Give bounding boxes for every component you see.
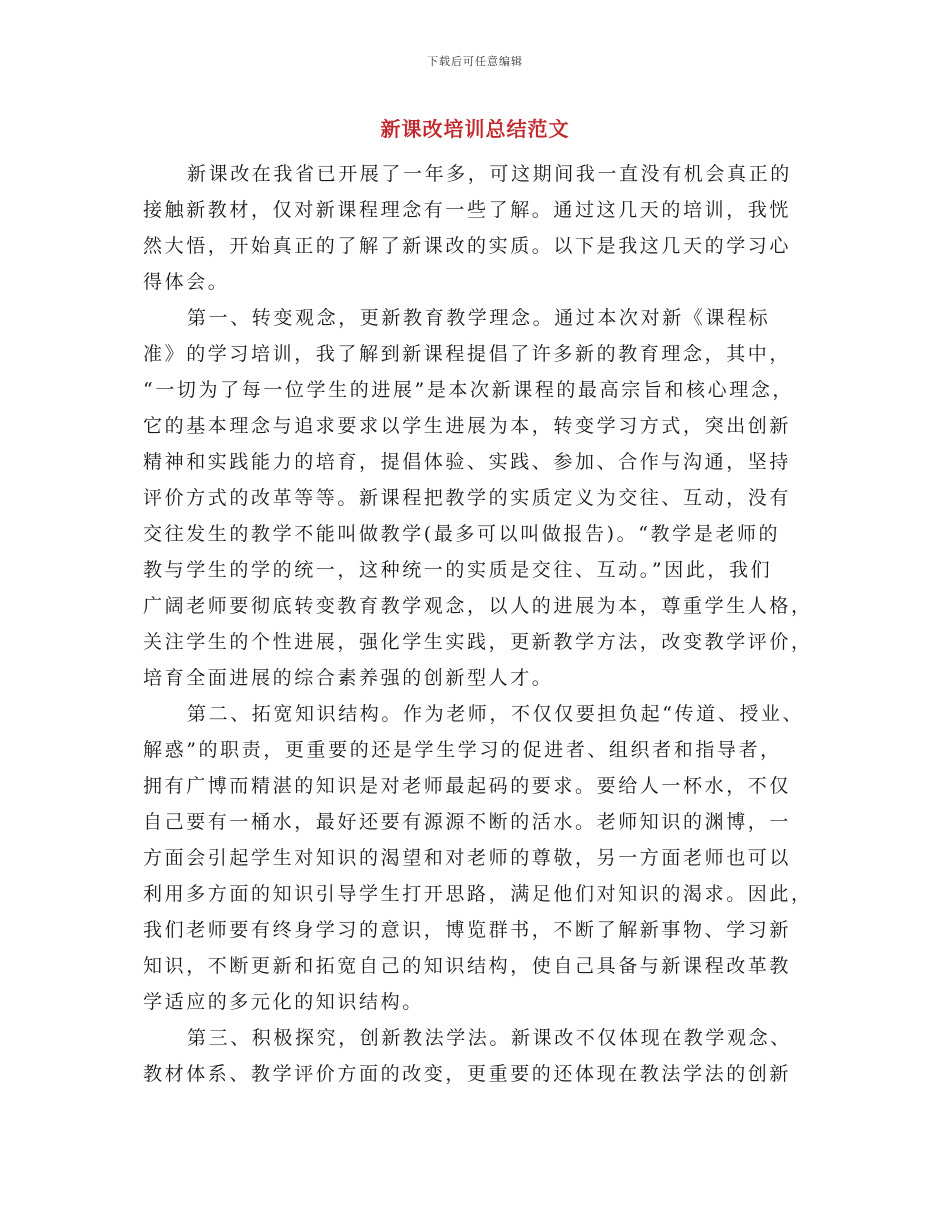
download-note: 下载后可任意编辑 (427, 55, 523, 68)
text-line: 方面会引起学生对知识的渴望和对老师的尊敬，另一方面老师也可以 (143, 847, 792, 869)
text-line: 利用多方面的知识引导学生打开思路，满足他们对知识的渴求。因此， (143, 883, 813, 905)
document-body (143, 156, 813, 1092)
text-line: 精神和实践能力的培育，提倡体验、实践、参加、合作与沟通，坚持 (143, 451, 792, 473)
document-title: 新课改培训总结范文 (380, 117, 570, 141)
paragraph-point-three (143, 1020, 813, 1092)
paragraph-point-one (143, 300, 813, 696)
text-line: 解惑”的职责，更重要的还是学生学习的促进者、组织者和指导者， (143, 739, 782, 761)
text-line: 教与学生的学的统一，这种统一的实质是交往、互动。”因此，我们 (143, 559, 773, 581)
text-line: 教材体系、教学评价方面的改变，更重要的还体现在教法学法的创新 (143, 1063, 792, 1085)
text-line: 自己要有一桶水，最好还要有源源不断的活水。老师知识的渊博，一 (143, 811, 792, 833)
text-line: 关注学生的个性进展，强化学生实践，更新教学方法，改变教学评价， (143, 631, 813, 653)
text-line: 学适应的多元化的知识结构。 (143, 991, 424, 1013)
text-line: 接触新教材，仅对新课程理念有一些了解。通过这几天的培训，我恍 (143, 199, 792, 221)
paragraph-intro (143, 156, 813, 300)
text-line: 广阔老师要彻底转变教育教学观念，以人的进展为本，尊重学生人格， (143, 595, 813, 617)
text-line: 交往发生的教学不能叫做教学(最多可以叫做报告)。“教学是老师的 (143, 523, 781, 545)
text-line: 得体会。 (143, 271, 230, 293)
text-line: 它的基本理念与追求要求以学生进展为本，转变学习方式，突出创新 (143, 415, 792, 437)
text-line: 准》的学习培训，我了解到新课程提倡了许多新的教育理念，其中， (143, 343, 792, 365)
text-line: “一切为了每一位学生的进展”是本次新课程的最高宗旨和核心理念， (143, 379, 795, 401)
text-line: 培育全面进展的综合素养强的创新型人才。 (143, 667, 554, 689)
text-line: 第二、拓宽知识结构。作为老师，不仅仅要担负起“传道、授业、 (187, 703, 805, 725)
text-line: 第三、积极探究，创新教法学法。新课改不仅体现在教学观念、 (187, 1027, 792, 1049)
text-line: 新课改在我省已开展了一年多，可这期间我一直没有机会真正的 (187, 163, 792, 185)
text-line: 评价方式的改革等等。新课程把教学的实质定义为交往、互动，没有 (143, 487, 792, 509)
text-line: 我们老师要有终身学习的意识，博览群书，不断了解新事物、学习新 (143, 919, 792, 941)
text-line: 拥有广博而精湛的知识是对老师最起码的要求。要给人一杯水，不仅 (143, 775, 792, 797)
text-line: 第一、转变观念，更新教育教学理念。通过本次对新《课程标 (187, 307, 771, 329)
text-line: 知识，不断更新和拓宽自己的知识结构，使自己具备与新课程改革教 (143, 955, 792, 977)
paragraph-point-two (143, 696, 813, 1020)
text-line: 然大悟，开始真正的了解了新课改的实质。以下是我这几天的学习心 (143, 235, 792, 257)
